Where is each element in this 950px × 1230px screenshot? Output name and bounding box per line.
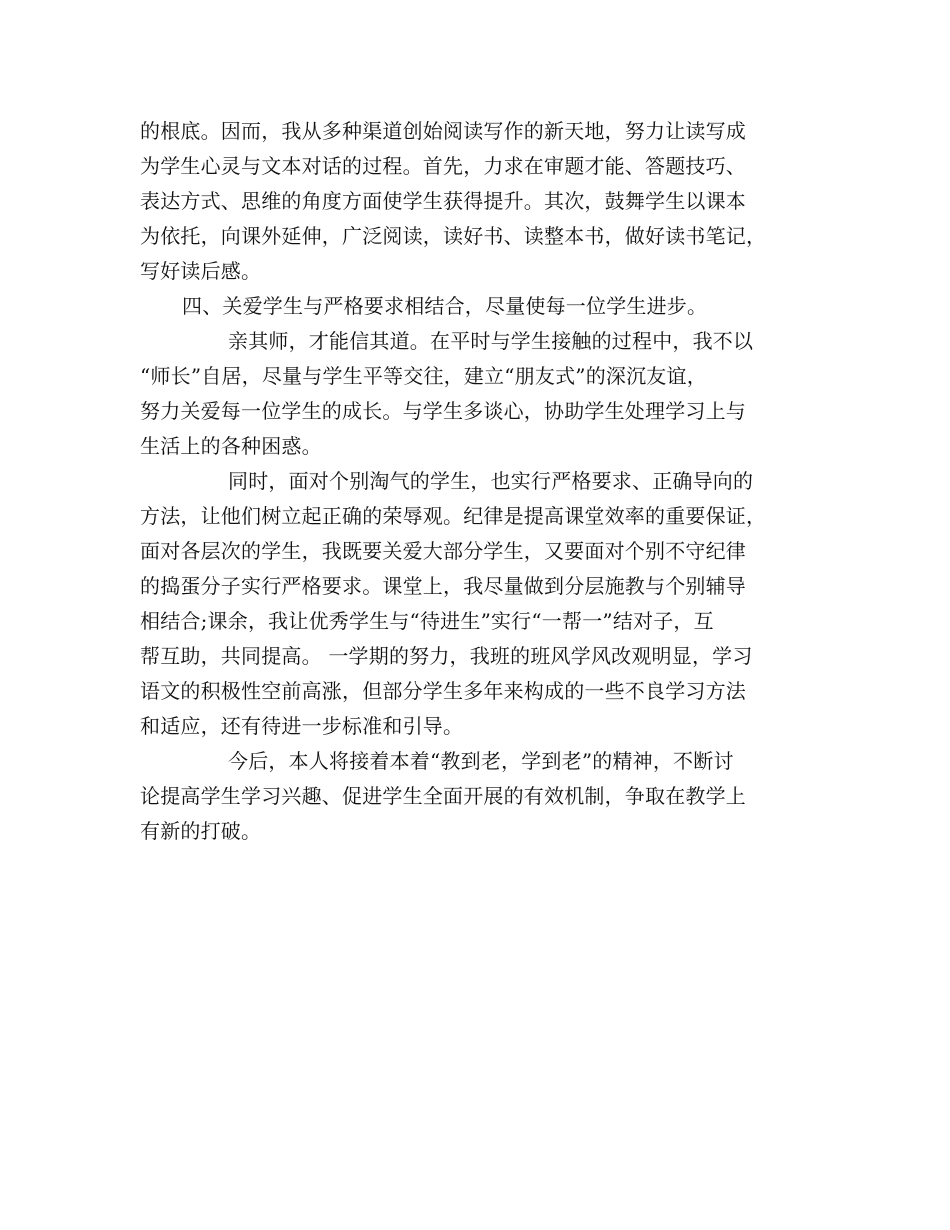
text-line: 论提高学生学习兴趣、促进学生全面开展的有效机制，争取在教学上 (140, 784, 746, 808)
text-line: 亲其师，才能信其道。在平时与学生接触的过程中，我不以 (228, 329, 754, 353)
text-line: 相结合;课余，我让优秀学生与“待进生”实行“一帮一”结对子，互 (140, 609, 714, 633)
text-line: 为学生心灵与文本对话的过程。首先，力求在审题才能、答题技巧、 (140, 154, 746, 178)
text-line: 有新的打破。 (140, 819, 262, 843)
text-line: 的根底。因而，我从多种渠道创始阅读写作的新天地，努力让读写成 (140, 119, 746, 143)
text-line: 帮互助，共同提高。 一学期的努力，我班的班风学风改观明显，学习 (140, 644, 753, 668)
text-line: 今后，本人将接着本着“教到老，学到老”的精神，不断讨 (228, 749, 734, 773)
text-line: 和适应，还有待进一步标准和引导。 (140, 714, 464, 738)
text-line: 表达方式、思维的角度方面使学生获得提升。其次，鼓舞学生以课本 (140, 189, 746, 213)
text-line: 努力关爱每一位学生的成长。与学生多谈心，协助学生处理学习上与 (140, 399, 746, 423)
text-line: 同时，面对个别淘气的学生，也实行严格要求、正确导向的 (228, 469, 754, 493)
text-line: 写好读后感。 (140, 259, 262, 283)
text-line: 语文的积极性空前高涨，但部分学生多年来构成的一些不良学习方法 (140, 679, 746, 703)
text-line: 生活上的各种困惑。 (140, 434, 322, 458)
section-heading: 四、关爱学生与严格要求相结合，尽量使每一位学生进步。 (182, 294, 708, 318)
text-line: 方法，让他们树立起正确的荣辱观。纪律是提高课堂效率的重要保证， (140, 504, 767, 528)
text-line: 为依托，向课外延伸，广泛阅读，读好书、读整本书，做好读书笔记， (140, 224, 767, 248)
document-body (140, 114, 820, 849)
text-line: 面对各层次的学生，我既要关爱大部分学生，又要面对个别不守纪律 (140, 539, 746, 563)
text-line: 的捣蛋分子实行严格要求。课堂上，我尽量做到分层施教与个别辅导 (140, 574, 746, 598)
text-line: “师长”自居，尽量与学生平等交往，建立“朋友式”的深沉友谊， (140, 364, 707, 388)
